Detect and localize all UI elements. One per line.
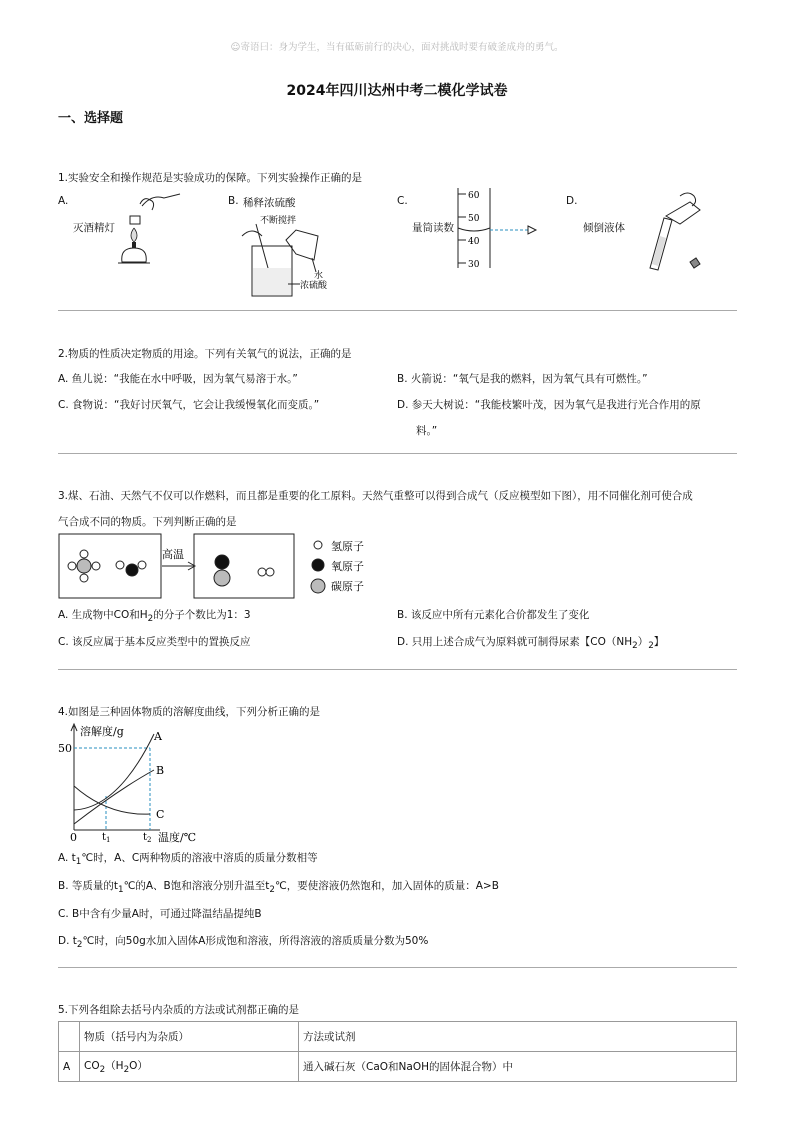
curve-a-label: A	[154, 730, 162, 743]
q1-option-d-label: 倾倒液体	[583, 222, 625, 234]
table-header-row	[59, 1022, 737, 1052]
q1-option-b-letter[interactable]: B.	[228, 195, 239, 207]
q5-table	[58, 1021, 737, 1082]
header-cell	[59, 1022, 80, 1052]
separator	[58, 310, 737, 311]
q3-option-c[interactable]: C. 该反应属于基本反应类型中的置换反应	[58, 636, 251, 648]
curve-a	[74, 734, 154, 810]
separator	[58, 669, 737, 670]
q3-option-d[interactable]: D. 只用上述合成气为原料就可制得尿素【$CO(NH_2)_2$】	[397, 636, 665, 652]
arrow-label: 高温	[162, 548, 184, 561]
y-tick-50: 50	[58, 742, 72, 755]
water-label: 水	[314, 271, 324, 281]
acid-label: 浓硫酸	[300, 281, 328, 291]
q3-stem-line2: 气合成不同的物质。下列判断正确的是	[58, 516, 237, 528]
origin-label: 0	[70, 831, 77, 844]
page-title: 2024年四川达州中考二模化学试卷	[286, 83, 508, 99]
row-letter[interactable]: A	[59, 1052, 80, 1082]
q3-stem-line1: 3.煤、石油、天然气不仅可以作燃料，而且都是重要的化工原料。天然气重整可以得到合成气（反应模型如下图），用不同催化剂可使合成	[58, 490, 693, 502]
separator	[58, 967, 737, 968]
q4-option-a[interactable]: A. $t_1℃$时，A、C两种物质的溶液中溶质的质量分数相等	[58, 852, 318, 868]
x-axis-label: 温度/℃	[158, 831, 197, 844]
t2-label: $t_2$	[143, 832, 152, 844]
q1-option-c-label: 量筒读数	[412, 222, 454, 234]
q2-option-d-cont: 料。”	[416, 425, 438, 437]
separator	[58, 453, 737, 454]
y-axis-label: 溶解度/g	[80, 725, 124, 738]
pour-liquid-figure	[630, 188, 710, 274]
q1-option-b-label: 稀释浓硫酸	[243, 197, 296, 209]
q2-option-a[interactable]: A. 鱼儿说：“我能在水中呼吸，因为氧气易溶于水。”	[58, 373, 298, 385]
legend-carbon: 碳原子	[331, 580, 364, 593]
q2-option-b[interactable]: B. 火箭说：“氧气是我的燃料，因为氧气具有可燃性。”	[397, 373, 648, 385]
q1-option-a-letter[interactable]: A.	[58, 195, 69, 207]
row-substance: $CO_2(H_2O)$	[80, 1052, 299, 1082]
q3-option-a[interactable]: A. 生成物中CO和$H_2$的分子个数比为1：3	[58, 609, 251, 625]
q2-option-d[interactable]: D. 参天大树说：“我能枝繁叶茂，因为氧气是我进行光合作用的原	[397, 399, 701, 411]
tick-60: 60	[468, 191, 480, 201]
curve-c-label: C	[156, 808, 165, 821]
q4-option-b[interactable]: B. 等质量的$t_1℃$的A、B饱和溶液分别升温至$t_2℃$，要使溶液仍然饱和，加入固体的质量：A>B	[58, 880, 499, 896]
tick-50: 50	[468, 214, 480, 224]
q2-stem: 2.物质的性质决定物质的用途。下列有关氧气的说法，正确的是	[58, 348, 352, 360]
q4-option-c[interactable]: C. B中含有少量A时，可通过降温结晶提纯B	[58, 908, 262, 920]
solubility-chart	[58, 720, 218, 844]
q2-option-c[interactable]: C. 食物说：“我好讨厌氧气，它会让我缓慢氧化而变质。”	[58, 399, 320, 411]
stir-label: 不断搅拌	[260, 216, 297, 226]
q1-option-c-letter[interactable]: C.	[397, 195, 408, 207]
header-cell: 方法或试剂	[299, 1022, 737, 1052]
header-cell: 物质（括号内为杂质）	[80, 1022, 299, 1052]
motto-line: ☺寄语曰：身为学生，当有砥砺前行的决心，面对挑战时要有破釜成舟的勇气。	[230, 42, 564, 53]
q1-stem: 1.实验安全和操作规范是实验成功的保障。下列实验操作正确的是	[58, 172, 363, 184]
table-row	[59, 1052, 737, 1082]
curve-b-label: B	[156, 764, 165, 777]
legend-oxygen: 氧原子	[331, 560, 364, 573]
q4-option-d[interactable]: D. $t_2℃$时，向50g水加入固体A形成饱和溶液，所得溶液的溶质质量分数为50%	[58, 935, 429, 951]
q5-stem: 5.下列各组除去括号内杂质的方法或试剂都正确的是	[58, 1004, 300, 1016]
q1-option-a-label: 灭酒精灯	[73, 222, 115, 234]
q4-stem: 4.如图是三种固体物质的溶解度曲线，下列分析正确的是	[58, 706, 321, 718]
curve-b	[74, 770, 154, 824]
q3-option-b[interactable]: B. 该反应中所有元素化合价都发生了变化	[397, 609, 590, 621]
dilute-acid-figure	[238, 210, 348, 300]
section-heading: 一、选择题	[58, 111, 124, 126]
alcohol-lamp-figure	[112, 186, 184, 268]
t1-label: $t_1$	[102, 832, 111, 844]
curve-c	[74, 786, 150, 814]
row-method: 通入碱石灰（CaO和NaOH的固体混合物）中	[299, 1052, 737, 1082]
tick-30: 30	[468, 260, 480, 270]
legend-hydrogen: 氢原子	[331, 540, 364, 553]
q1-option-d-letter[interactable]: D.	[566, 195, 578, 207]
tick-40: 40	[468, 237, 480, 247]
cylinder-figure	[440, 184, 544, 270]
reaction-model-figure	[58, 532, 388, 602]
